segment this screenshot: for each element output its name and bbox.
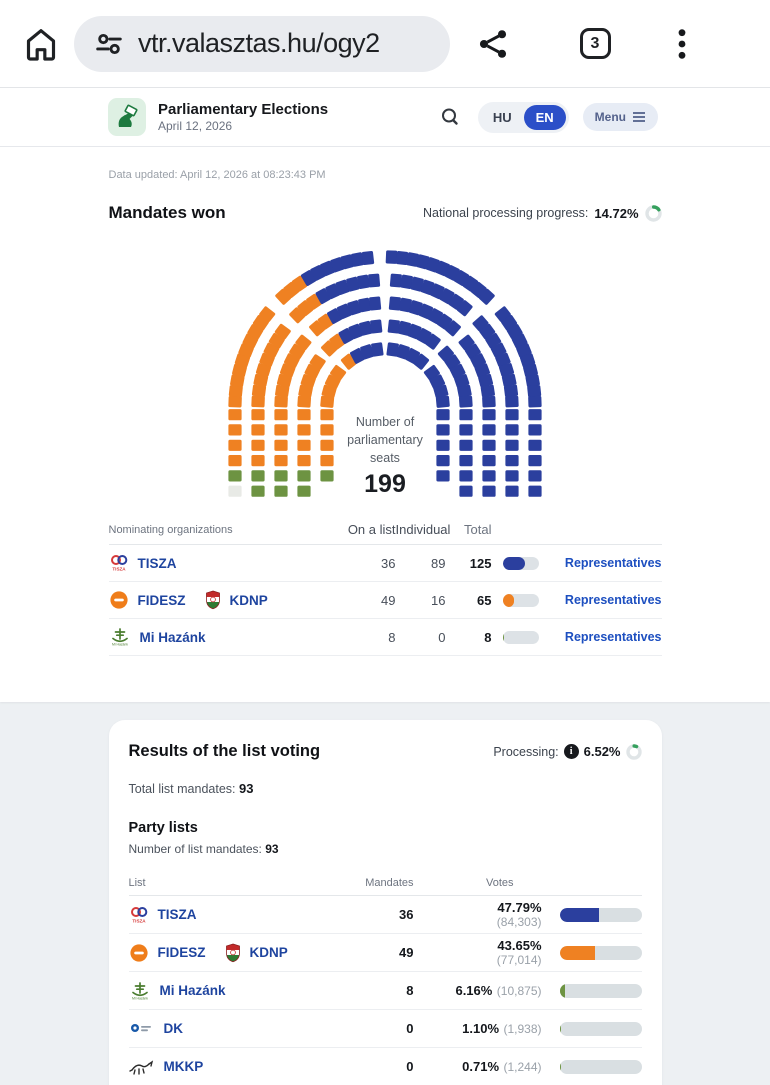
processing-value: 6.52% bbox=[583, 744, 621, 759]
on-a-list-value: 36 bbox=[381, 555, 396, 571]
vote-share-bar bbox=[560, 984, 642, 998]
processing-indicator bbox=[493, 744, 641, 760]
party-cell bbox=[129, 981, 226, 1001]
party-link[interactable]: TISZA bbox=[157, 907, 197, 922]
tisza-logo-icon bbox=[129, 905, 149, 925]
party-cell bbox=[129, 1020, 184, 1038]
mandates-value: 0 bbox=[406, 1021, 414, 1036]
seats-center-label bbox=[215, 413, 555, 499]
total-value: 8 bbox=[484, 629, 492, 645]
vote-share-bar bbox=[560, 1060, 642, 1074]
kebab-menu-icon bbox=[665, 25, 699, 63]
site-header bbox=[0, 88, 770, 147]
col-nominating-orgs: Nominating organizations bbox=[108, 523, 233, 536]
party-cell bbox=[109, 627, 206, 647]
fidesz-logo-icon bbox=[109, 590, 129, 610]
language-toggle bbox=[478, 102, 569, 133]
data-updated-text: Data updated: April 12, 2026 at 08:23:43 PM bbox=[108, 169, 326, 181]
progress-donut-icon bbox=[645, 205, 662, 222]
total-value: 65 bbox=[477, 592, 492, 608]
party-cell bbox=[205, 590, 268, 610]
party-link[interactable]: DK bbox=[163, 1021, 183, 1036]
col-individual: Individual bbox=[395, 522, 451, 537]
seat-share-bar bbox=[503, 631, 539, 644]
mandates-table-row bbox=[109, 545, 662, 582]
mi-hazank-logo-icon bbox=[109, 627, 131, 647]
mandates-table-row bbox=[109, 582, 662, 619]
mandates-section bbox=[0, 147, 770, 702]
svg-text:TISZA: TISZA bbox=[131, 918, 146, 923]
vote-share-bar bbox=[560, 1022, 642, 1036]
party-list-table-header bbox=[129, 870, 642, 896]
parliament-seat-chart bbox=[215, 237, 555, 505]
votes-percent: 0.71% bbox=[462, 1058, 500, 1074]
mandates-title: Mandates won bbox=[108, 203, 226, 222]
votes-percent: 6.16% bbox=[455, 982, 493, 998]
col-total: Total bbox=[464, 522, 492, 537]
votes-count: (10,875) bbox=[496, 983, 542, 998]
menu-button[interactable] bbox=[583, 103, 658, 131]
search-button[interactable] bbox=[436, 103, 464, 131]
site-date: April 12, 2026 bbox=[158, 119, 233, 134]
party-cell bbox=[129, 1057, 204, 1077]
browser-menu-button[interactable] bbox=[660, 15, 704, 73]
svg-text:Mi Hazánk: Mi Hazánk bbox=[111, 642, 128, 647]
party-link[interactable]: TISZA bbox=[137, 555, 177, 571]
vote-share-bar bbox=[560, 946, 642, 960]
individual-value: 89 bbox=[431, 555, 446, 571]
list-voting-title: Results of the list voting bbox=[128, 742, 321, 760]
individual-value: 0 bbox=[438, 629, 446, 645]
home-icon bbox=[21, 24, 61, 64]
party-list-row bbox=[129, 896, 642, 934]
url-bar[interactable] bbox=[74, 16, 450, 72]
col-list: List bbox=[128, 876, 146, 889]
total-list-mandates bbox=[129, 781, 642, 796]
mkkp-logo-icon bbox=[129, 1057, 155, 1077]
col-mandates: Mandates bbox=[365, 876, 414, 889]
party-cell bbox=[129, 905, 197, 925]
mi-hazank-logo-icon bbox=[129, 981, 151, 1001]
number-of-list-mandates-label: Number of list mandates: bbox=[128, 842, 262, 856]
party-list-row bbox=[129, 1010, 642, 1048]
party-cell bbox=[109, 590, 186, 610]
share-icon bbox=[475, 26, 511, 62]
votes-count: (1,938) bbox=[503, 1021, 542, 1036]
info-icon[interactable]: i bbox=[564, 744, 579, 759]
seat-share-bar bbox=[503, 594, 539, 607]
total-list-mandates-value: 93 bbox=[238, 781, 254, 796]
mandates-value: 49 bbox=[399, 945, 414, 960]
progress-label: National processing progress: bbox=[423, 206, 589, 220]
votes-count: (1,244) bbox=[503, 1059, 542, 1074]
lang-en-button[interactable]: EN bbox=[524, 105, 566, 130]
national-progress bbox=[423, 205, 661, 222]
svg-text:TISZA: TISZA bbox=[111, 566, 126, 572]
votes-count: (84,303) bbox=[496, 915, 542, 929]
representatives-link[interactable]: Representatives bbox=[564, 630, 662, 644]
kdnp-logo-icon bbox=[225, 943, 241, 963]
seats-label-line3: seats bbox=[370, 451, 400, 466]
mandates-table-header bbox=[109, 515, 662, 545]
mandates-table bbox=[109, 515, 662, 656]
party-list-row bbox=[129, 1048, 642, 1085]
browser-toolbar bbox=[0, 0, 770, 88]
votes-count: (77,014) bbox=[496, 953, 542, 967]
individual-value: 16 bbox=[431, 592, 446, 608]
site-logo[interactable] bbox=[108, 98, 146, 136]
seat-share-bar bbox=[503, 557, 539, 570]
party-link[interactable]: FIDESZ bbox=[137, 592, 186, 608]
hamburger-icon bbox=[632, 111, 646, 123]
col-votes: Votes bbox=[485, 876, 514, 889]
number-of-list-mandates bbox=[129, 842, 642, 856]
on-a-list-value: 49 bbox=[381, 592, 396, 608]
representatives-link[interactable]: Representatives bbox=[564, 593, 662, 607]
processing-label: Processing: bbox=[493, 744, 559, 759]
party-cell bbox=[225, 943, 288, 963]
mandates-value: 36 bbox=[399, 907, 414, 922]
share-button[interactable] bbox=[464, 15, 522, 73]
site-title-block bbox=[158, 101, 328, 134]
home-button[interactable] bbox=[14, 17, 68, 71]
tisza-logo-icon bbox=[109, 553, 129, 573]
svg-text:Mi Hazánk: Mi Hazánk bbox=[131, 996, 148, 1001]
party-link[interactable]: MKKP bbox=[163, 1059, 204, 1074]
url-text[interactable]: vtr.valasztas.hu/ogy2 bbox=[138, 28, 380, 58]
progress-value: 14.72% bbox=[594, 205, 639, 221]
ballot-hand-icon bbox=[114, 104, 140, 130]
site-title: Parliamentary Elections bbox=[158, 100, 329, 118]
party-link[interactable]: KDNP bbox=[249, 945, 288, 960]
vote-share-bar bbox=[560, 908, 642, 922]
party-cell bbox=[109, 553, 177, 573]
party-link[interactable]: FIDESZ bbox=[157, 945, 206, 960]
seats-total: 199 bbox=[364, 470, 406, 499]
votes-percent: 1.10% bbox=[462, 1020, 500, 1036]
party-link[interactable]: Mi Hazánk bbox=[139, 629, 206, 645]
search-icon bbox=[439, 106, 461, 128]
total-value: 125 bbox=[469, 555, 492, 571]
party-link[interactable]: KDNP bbox=[229, 592, 268, 608]
col-on-a-list: On a list bbox=[347, 522, 396, 537]
mandates-table-row bbox=[109, 619, 662, 656]
seats-label-line2: parliamentary bbox=[347, 433, 423, 448]
processing-donut-icon bbox=[626, 744, 642, 760]
votes-percent: 47.79% bbox=[497, 900, 542, 915]
party-list-table bbox=[129, 870, 642, 1085]
representatives-link[interactable]: Representatives bbox=[564, 556, 662, 570]
seats-label-line1: Number of bbox=[355, 415, 415, 429]
party-link[interactable]: Mi Hazánk bbox=[159, 983, 226, 998]
menu-label: Menu bbox=[594, 110, 626, 124]
fidesz-logo-icon bbox=[129, 943, 149, 963]
kdnp-logo-icon bbox=[205, 590, 221, 610]
tab-switcher-button[interactable] bbox=[566, 15, 624, 73]
tab-count-badge: 3 bbox=[580, 28, 611, 59]
dk-logo-icon bbox=[129, 1020, 155, 1038]
mandates-value: 8 bbox=[406, 983, 414, 998]
total-list-mandates-label: Total list mandates: bbox=[128, 782, 236, 796]
on-a-list-value: 8 bbox=[388, 629, 396, 645]
lang-hu-button[interactable]: HU bbox=[492, 109, 512, 125]
votes-percent: 43.65% bbox=[497, 938, 542, 953]
list-voting-card bbox=[109, 720, 662, 1085]
party-cell bbox=[129, 943, 206, 963]
party-lists-title: Party lists bbox=[128, 820, 198, 836]
number-of-list-mandates-value: 93 bbox=[265, 842, 279, 856]
site-settings-tune-icon[interactable] bbox=[92, 27, 126, 61]
party-list-row bbox=[129, 972, 642, 1010]
party-list-row bbox=[129, 934, 642, 972]
mandates-value: 0 bbox=[406, 1059, 414, 1074]
